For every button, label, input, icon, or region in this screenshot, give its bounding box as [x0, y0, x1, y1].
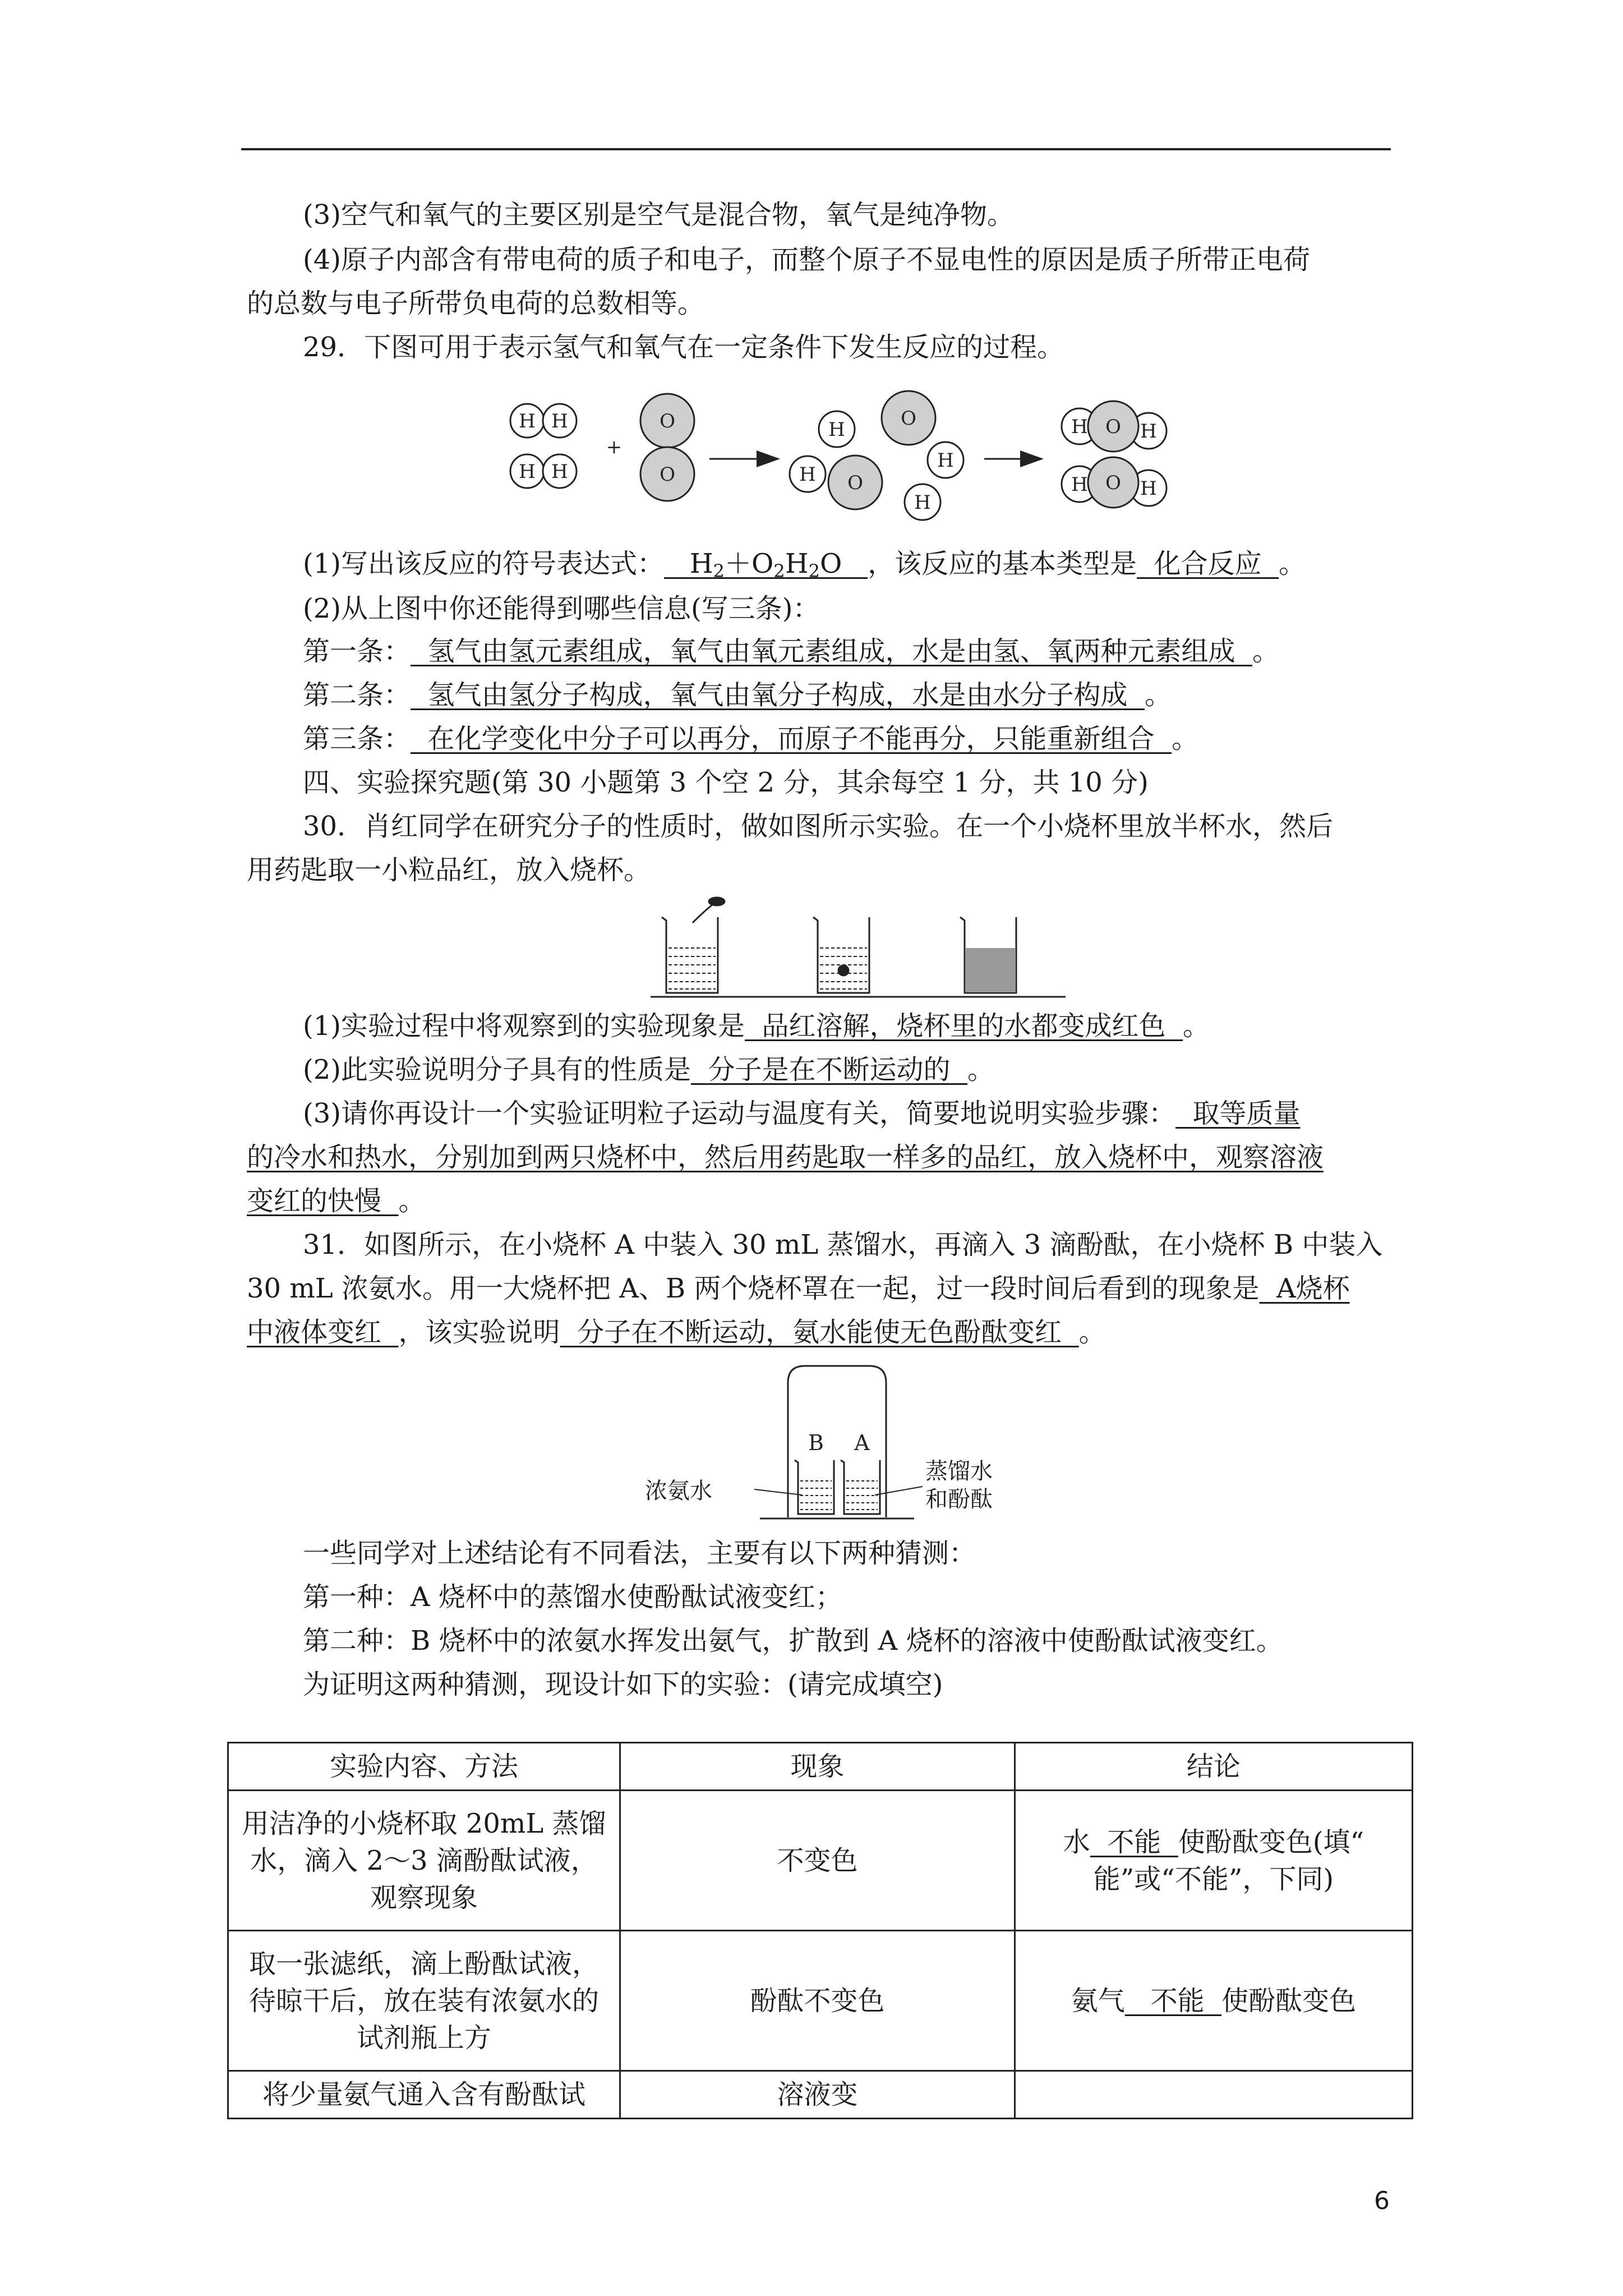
table-header-row — [228, 1743, 1413, 1791]
svg-text:H: H — [828, 418, 845, 441]
atom-label: H — [551, 410, 568, 432]
prompt-text: (1)写出该反应的符号表达式： — [303, 548, 664, 579]
answer-text: 中液体变红 — [247, 1317, 382, 1348]
table-cell — [1015, 2071, 1412, 2119]
table-row — [228, 1931, 1413, 2071]
atom-label: O — [660, 463, 675, 486]
experiment-table — [227, 1742, 1413, 2119]
answer-line-end: 变红的快慢 。 — [247, 1185, 426, 1217]
spoon-icon — [709, 898, 725, 905]
question-31: 31．如图所示，在小烧杯 A 中装入 30 mL 蒸馏水，再滴入 3 滴酚酞，在小烧杯 B 中装入 — [303, 1229, 1383, 1260]
answer-text: 分子在不断运动，氨水能使无色酚酞变红 — [577, 1317, 1062, 1348]
table-row — [228, 2071, 1413, 2119]
svg-text:O: O — [901, 407, 916, 430]
answer-equation: $H_2+O_2H_2O$ — [689, 548, 842, 582]
plus-sign: + — [606, 436, 623, 458]
question-30-1: (1)实验过程中将观察到的实验现象是 品红溶解，烧杯里的水都变成红色 。 — [303, 1010, 1210, 1042]
svg-text:O: O — [1105, 416, 1121, 438]
dye-particle — [838, 965, 849, 976]
beaker-b — [795, 1460, 834, 1514]
table-cell: 酚酞不变色 — [620, 1931, 1015, 2071]
answer-text: 的冷水和热水，分别加到两只烧杯中，然后用药匙取一样多的品红，放入烧杯中，观察溶液 — [247, 1142, 1324, 1173]
question-29: 29．下图可用于表示氢气和氧气在一定条件下发生反应的过程。 — [303, 332, 1064, 363]
label-b: B — [808, 1430, 824, 1455]
question-29-2: (2)从上图中你还能得到哪些信息(写三条)： — [303, 593, 820, 624]
answer-line-1: 第一条： 氢气由氢元素组成，氧气由氧元素组成，水是由氢、氧两种元素组成 。 — [303, 636, 1280, 667]
atom-label: H — [519, 461, 536, 483]
svg-text:H: H — [937, 449, 954, 472]
table-cell: 取一张滤纸，滴上酚酞试液， 待晾干后，放在装有浓氨水的 试剂瓶上方 — [228, 1931, 620, 2071]
hydrogen-molecule — [510, 404, 577, 438]
answer-text: 氢气由氢元素组成，氧气由氧元素组成，水是由氢、氧两种元素组成 — [427, 636, 1235, 667]
svg-text:H: H — [1071, 416, 1088, 438]
answer-text: 分子是在不断运动的 — [708, 1054, 951, 1085]
text-line: (4)原子内部含有带电荷的质子和电子，而整个原子不显电性的原因是质子所带正电荷 — [303, 244, 1310, 275]
table-cell: 不变色 — [620, 1791, 1015, 1931]
beaker-a — [841, 1460, 880, 1514]
separated-atoms — [790, 391, 963, 520]
label-ammonia: 浓氨水 — [645, 1478, 712, 1504]
table-header: 现象 — [620, 1743, 1015, 1791]
leader-line — [875, 1487, 923, 1495]
text-line: 一些同学对上述结论有不同看法，主要有以下两种猜测： — [303, 1538, 976, 1569]
question-30-2: (2)此实验说明分子具有的性质是 分子是在不断运动的 。 — [303, 1054, 995, 1085]
table-cell: 将少量氨气通入含有酚酞试 — [228, 2071, 620, 2119]
svg-text:H: H — [914, 491, 931, 514]
text-line: 第二种：B 烧杯中的浓氨水挥发出氨气，扩散到 A 烧杯的溶液中使酚酞试液变红。 — [303, 1625, 1283, 1657]
atom-label: O — [660, 410, 675, 432]
svg-text:H: H — [1140, 420, 1157, 443]
question-30: 30．肖红同学在研究分子的性质时，做如图所示实验。在一个小烧杯里放半杯水，然后 — [303, 811, 1334, 842]
beaker — [662, 898, 725, 993]
label-water: 和酚酞 — [925, 1487, 993, 1512]
prompt-text: ，该反应的基本类型是 — [868, 548, 1137, 579]
svg-text:O: O — [847, 472, 863, 494]
svg-text:H: H — [1140, 477, 1157, 500]
svg-text:H: H — [799, 463, 816, 486]
answer-line-3: 第三条： 在化学变化中分子可以再分，而原子不能再分，只能重新组合 。 — [303, 723, 1199, 754]
answer-text: 不能 — [1150, 1985, 1205, 2017]
question-30-3: (3)请你再设计一个实验证明粒子运动与温度有关，简要地说明实验步骤： 取等质量 — [303, 1098, 1301, 1129]
svg-text:O: O — [1105, 472, 1121, 494]
question-29-1: (1)写出该反应的符号表达式： $H_2+O_2H_2O$ ，该反应的基本类型是 化合反应 。 — [303, 548, 1306, 582]
water-molecule — [1062, 401, 1166, 452]
beaker-diagram — [651, 895, 1066, 1001]
table-cell: 水 不能 使酚酞变色(填“ 能”或“不能”，下同) — [1015, 1791, 1412, 1931]
section-heading: 四、实验探究题(第 30 小题第 3 个空 2 分，其余每空 1 分，共 10 分) — [303, 767, 1149, 798]
question-31-cont: 中液体变红 ，该实验说明 分子在不断运动，氨水能使无色酚酞变红 。 — [247, 1317, 1106, 1348]
atom-label: H — [551, 461, 568, 483]
beaker — [813, 917, 869, 993]
table-cell: 溶液变 — [620, 2071, 1015, 2119]
table-row — [228, 1791, 1413, 1931]
table-cell: 用洁净的小烧杯取 20mL 蒸馏 水，滴入 2～3 滴酚酞试液， 观察现象 — [228, 1791, 620, 1931]
header-rule — [241, 148, 1391, 150]
answer-text: 取等质量 — [1192, 1098, 1301, 1129]
label-water: 蒸馏水 — [925, 1458, 993, 1484]
water-molecule — [1062, 457, 1166, 508]
table-cell: 氨气 不能 使酚酞变色 — [1015, 1931, 1412, 2071]
table-header: 实验内容、方法 — [228, 1743, 620, 1791]
answer-text: 品红溶解，烧杯里的水都变成红色 — [762, 1010, 1166, 1042]
answer-text: 在化学变化中分子可以再分，而原子不能再分，只能重新组合 — [427, 723, 1155, 754]
question-31-cont: 30 mL 浓氨水。用一大烧杯把 A、B 两个烧杯罩在一起，过一段时间后看到的现象是 A烧杯 — [247, 1273, 1350, 1304]
question-30-cont: 用药匙取一小粒品红，放入烧杯。 — [247, 854, 651, 886]
text-line: 的总数与电子所带负电荷的总数相等。 — [247, 288, 705, 319]
oxygen-molecule — [640, 394, 694, 501]
beaker — [960, 917, 1016, 993]
reaction-diagram — [494, 387, 1195, 522]
table-header: 结论 — [1015, 1743, 1412, 1791]
svg-text:H: H — [1071, 473, 1088, 496]
answer-text: A烧杯 — [1276, 1273, 1350, 1304]
answer-text: 不能 — [1107, 1826, 1161, 1858]
text-line: 为证明这两种猜测，现设计如下的实验：(请完成填空) — [303, 1669, 943, 1700]
atom-label: H — [519, 410, 536, 432]
hydrogen-molecule — [510, 454, 577, 488]
text-line: (3)空气和氧气的主要区别是空气是混合物，氧气是纯净物。 — [303, 199, 1014, 231]
answer-text: 化合反应 — [1154, 548, 1262, 579]
answer-text: 氢气由氢分子构成，氧气由氧分子构成，水是由水分子构成 — [427, 679, 1128, 711]
answer-text: 变红的快慢 — [247, 1185, 382, 1217]
text-line: 第一种：A 烧杯中的蒸馏水使酚酞试液变红； — [303, 1581, 842, 1613]
label-a: A — [854, 1430, 870, 1455]
answer-line-2: 第二条： 氢气由氢分子构成，氧气由氧分子构成，水是由水分子构成 。 — [303, 679, 1172, 711]
page-number: 6 — [1374, 2187, 1390, 2215]
